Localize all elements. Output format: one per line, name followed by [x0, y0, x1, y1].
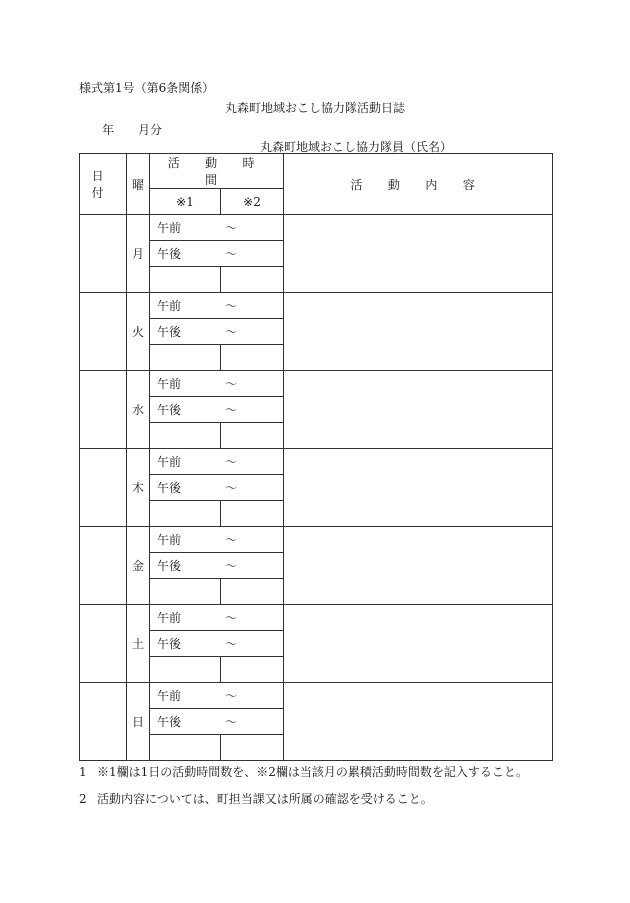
date-cell[interactable]: [80, 527, 127, 605]
pm-time-cell[interactable]: [150, 241, 284, 267]
range-mark: ～: [225, 377, 238, 391]
am-label: 午前: [157, 689, 182, 703]
activity-content-cell[interactable]: [284, 683, 553, 761]
pm-time-cell[interactable]: [150, 631, 284, 657]
daily-hours-cell[interactable]: [150, 267, 221, 293]
header-date: 日 付: [80, 154, 127, 215]
date-cell[interactable]: [80, 449, 127, 527]
range-mark: ～: [225, 325, 238, 339]
weekday-cell: 水: [127, 371, 150, 449]
activity-log-table: [79, 153, 553, 761]
weekday-cell: 土: [127, 605, 150, 683]
date-cell[interactable]: [80, 215, 127, 293]
range-mark: ～: [225, 559, 238, 573]
date-cell[interactable]: [80, 293, 127, 371]
date-cell[interactable]: [80, 683, 127, 761]
range-mark: ～: [225, 533, 238, 547]
am-time-cell[interactable]: [150, 449, 284, 475]
date-cell[interactable]: [80, 605, 127, 683]
cumulative-hours-cell[interactable]: [221, 267, 284, 293]
am-label: 午前: [157, 455, 182, 469]
am-label: 午前: [157, 299, 182, 313]
note-1: 1 ※1欄は1日の活動時間数を、※2欄は当該月の累積活動時間数を記入すること。: [79, 765, 528, 779]
daily-hours-cell[interactable]: [150, 735, 221, 761]
activity-content-cell[interactable]: [284, 371, 553, 449]
am-label: 午前: [157, 377, 182, 391]
daily-hours-cell[interactable]: [150, 579, 221, 605]
cumulative-hours-cell[interactable]: [221, 735, 284, 761]
range-mark: ～: [225, 715, 238, 729]
cumulative-hours-cell[interactable]: [221, 501, 284, 527]
am-label: 午前: [157, 221, 182, 235]
date-cell[interactable]: [80, 371, 127, 449]
pm-time-cell[interactable]: [150, 553, 284, 579]
document-title: 丸森町地域おこし協力隊活動日誌: [224, 101, 405, 115]
activity-content-cell[interactable]: [284, 527, 553, 605]
pm-time-cell[interactable]: [150, 319, 284, 345]
daily-hours-cell[interactable]: [150, 657, 221, 683]
pm-time-cell[interactable]: [150, 397, 284, 423]
year-label: 年: [102, 123, 115, 137]
am-time-cell[interactable]: [150, 683, 284, 709]
range-mark: ～: [225, 299, 238, 313]
range-mark: ～: [225, 611, 238, 625]
range-mark: ～: [225, 247, 238, 261]
am-label: 午前: [157, 533, 182, 547]
range-mark: ～: [225, 221, 238, 235]
form-number: 様式第1号（第6条関係）: [79, 81, 215, 95]
pm-time-cell[interactable]: [150, 709, 284, 735]
am-time-cell[interactable]: [150, 605, 284, 631]
weekday-cell: 日: [127, 683, 150, 761]
am-time-cell[interactable]: [150, 371, 284, 397]
header-activity-time: 活 動 時 間: [150, 154, 284, 189]
pm-label: 午後: [157, 637, 182, 651]
pm-time-cell[interactable]: [150, 475, 284, 501]
am-label: 午前: [157, 611, 182, 625]
range-mark: ～: [225, 481, 238, 495]
range-mark: ～: [225, 455, 238, 469]
pm-label: 午後: [157, 559, 182, 573]
range-mark: ～: [225, 403, 238, 417]
cumulative-hours-cell[interactable]: [221, 345, 284, 371]
daily-hours-cell[interactable]: [150, 423, 221, 449]
pm-label: 午後: [157, 715, 182, 729]
weekday-cell: 木: [127, 449, 150, 527]
daily-hours-cell[interactable]: [150, 501, 221, 527]
pm-label: 午後: [157, 247, 182, 261]
pm-label: 午後: [157, 403, 182, 417]
header-activity-content: 活 動 内 容: [284, 154, 553, 215]
member-name-label: 丸森町地域おこし協力隊員（氏名）: [260, 140, 453, 154]
header-time-sub2: ※2: [221, 189, 284, 215]
weekday-cell: 金: [127, 527, 150, 605]
note-2: 2 活動内容については、町担当課又は所属の確認を受けること。: [79, 792, 433, 806]
range-mark: ～: [225, 637, 238, 651]
header-weekday: 曜: [127, 154, 150, 215]
cumulative-hours-cell[interactable]: [221, 579, 284, 605]
daily-hours-cell[interactable]: [150, 345, 221, 371]
am-time-cell[interactable]: [150, 527, 284, 553]
weekday-cell: 火: [127, 293, 150, 371]
pm-label: 午後: [157, 325, 182, 339]
pm-label: 午後: [157, 481, 182, 495]
activity-content-cell[interactable]: [284, 293, 553, 371]
activity-content-cell[interactable]: [284, 449, 553, 527]
am-time-cell[interactable]: [150, 293, 284, 319]
activity-content-cell[interactable]: [284, 215, 553, 293]
activity-content-cell[interactable]: [284, 605, 553, 683]
header-time-sub1: ※1: [150, 189, 221, 215]
cumulative-hours-cell[interactable]: [221, 423, 284, 449]
range-mark: ～: [225, 689, 238, 703]
am-time-cell[interactable]: [150, 215, 284, 241]
cumulative-hours-cell[interactable]: [221, 657, 284, 683]
month-label: 月分: [138, 123, 163, 137]
weekday-cell: 月: [127, 215, 150, 293]
